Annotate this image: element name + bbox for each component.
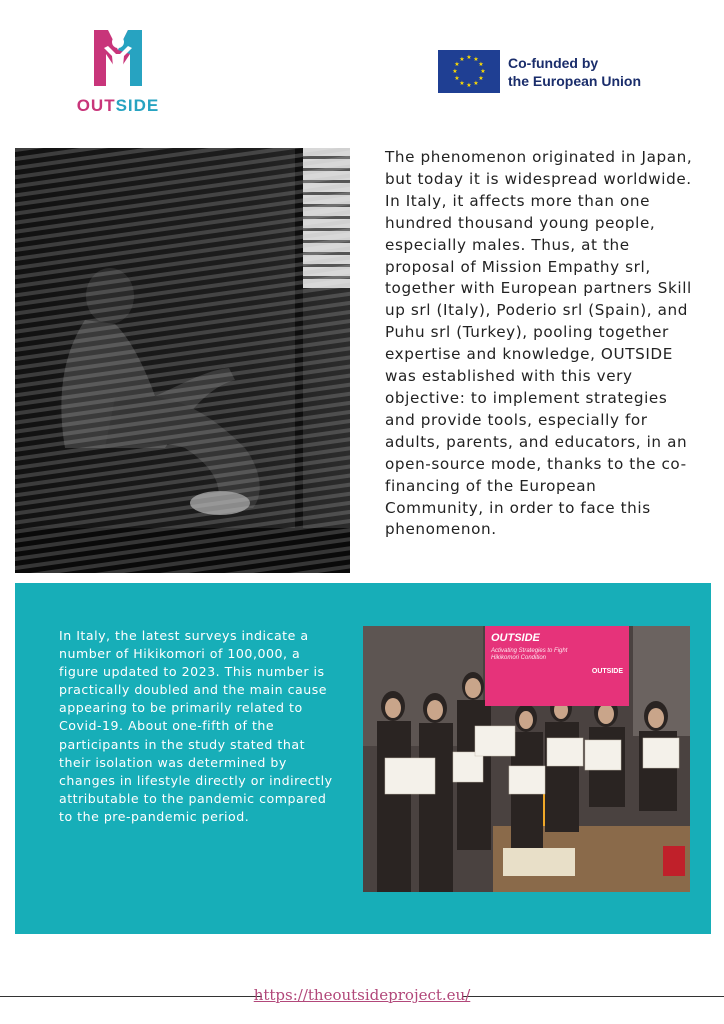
group-certificates-photo: [363, 626, 690, 892]
intro-paragraph: The phenomenon originated in Japan, but today it is widespread worldwide. In Italy, it affects more than one hundred thousand young people, especially males. Thus, at the proposal of Mission Empathy srl, together with European partners Skill up srl (Italy), Poderio srl (Spain), and Puhu srl (Turkey), pooling together expertise and knowledge, OUTSIDE was established with this very objective: to implement strategies and provide tools, especially for adults, parents, and educators, in an open-source mode, thanks to the co-financing of the European Community, in order to face this phenomenon.: [385, 148, 693, 539]
logo-word-part1: OUT: [76, 96, 116, 115]
survey-paragraph: In Italy, the latest surveys indicate a number of Hikikomori of 100,000, a figure updated to 2023. This number is practically doubled and the main cause appearing to be primarily related to Covid-19. About one-fifth of the participants in the study stated that their isolation was determined by changes in lifestyle directly or indirectly attributable to the pandemic compared to the pre-pandemic period.: [59, 628, 333, 824]
svg-text:★: ★: [478, 61, 484, 68]
project-website-link[interactable]: https://theoutsideproject.eu/: [253, 986, 471, 1004]
svg-text:★: ★: [478, 75, 484, 82]
svg-text:★: ★: [473, 80, 479, 87]
outside-logo: [68, 26, 168, 118]
svg-text:★: ★: [459, 56, 465, 63]
eu-badge-line1: Co-funded by: [508, 54, 599, 71]
svg-text:★: ★: [459, 80, 465, 87]
svg-text:★: ★: [452, 68, 458, 75]
logo-wordmark: [68, 96, 168, 116]
svg-text:★: ★: [454, 61, 460, 68]
outside-figure-icon: [68, 26, 168, 94]
svg-text:★: ★: [480, 68, 486, 75]
eu-badge-line2: the European Union: [508, 72, 641, 89]
eu-badge-text: [508, 54, 641, 90]
slide-logo-text: OUTSIDE: [591, 668, 623, 675]
svg-text:★: ★: [466, 54, 472, 61]
slide-subtitle: Activating Strategies to Fight Hikikomori Condition: [491, 648, 568, 661]
eu-cofunded-badge: [438, 50, 641, 93]
svg-text:★: ★: [454, 75, 460, 82]
hikikomori-photo: [15, 148, 350, 573]
slide-title: OUTSIDE: [491, 632, 540, 644]
presentation-slide: [485, 626, 629, 706]
svg-text:★: ★: [466, 82, 472, 89]
eu-flag-icon: [438, 50, 500, 93]
logo-word-part2: SIDE: [115, 96, 160, 115]
svg-text:★: ★: [473, 56, 479, 63]
